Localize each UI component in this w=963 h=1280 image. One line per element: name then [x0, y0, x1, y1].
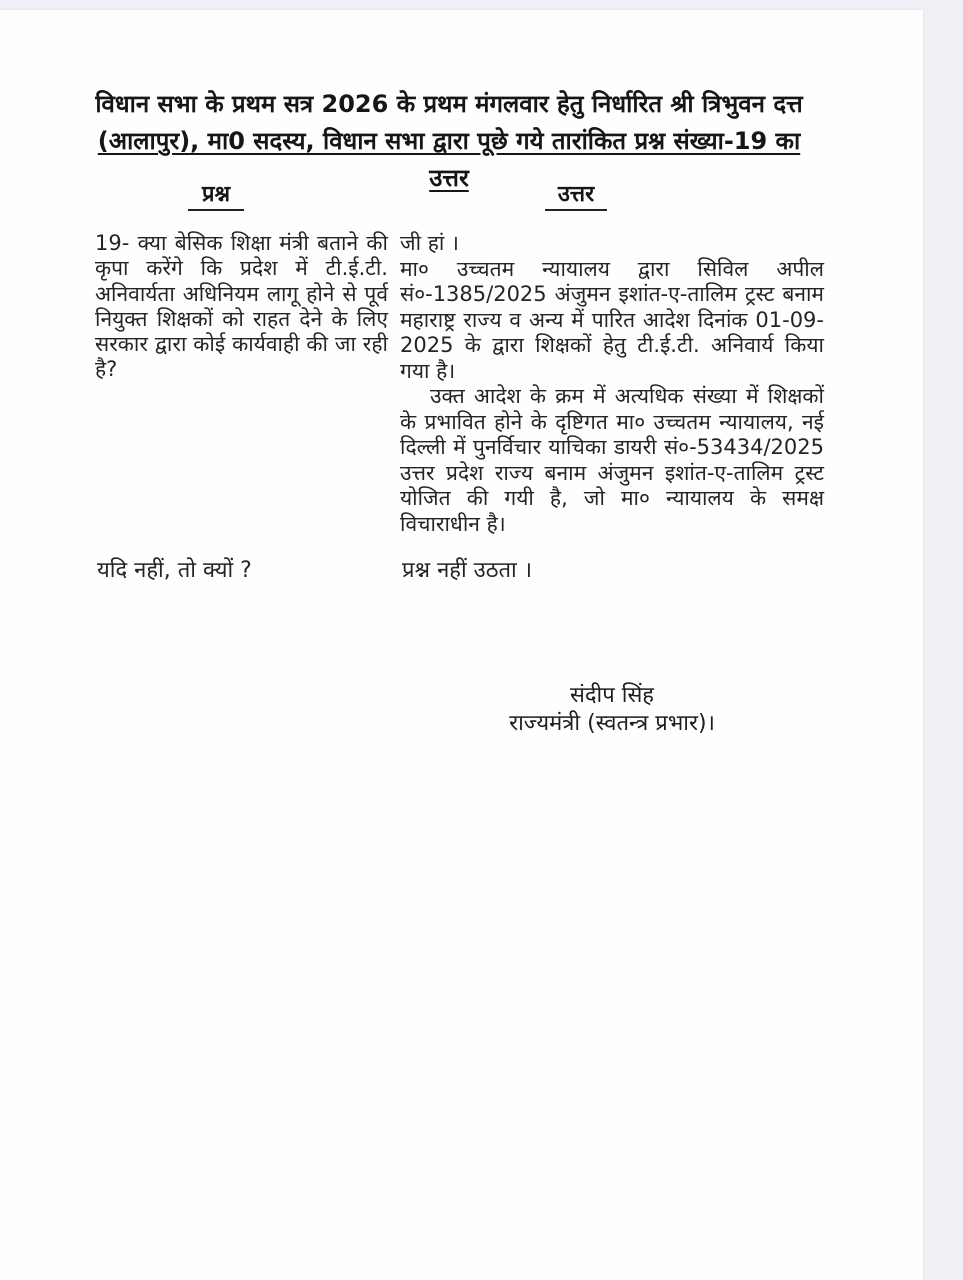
answer-paragraph-1: मा० उच्चतम न्यायालय द्वारा सिविल अपील सं०-1385/2025 अंजुमन इशांत-ए-तालिम ट्रस्ट बनाम महाराष्ट्र राज्य व अन्य में पारित आदेश दिनांक 01-09-2025 के द्वारा शिक्षकों हेतु टी.ई.टी. अनिवार्य किया गया है।: [400, 256, 824, 383]
question-column-header: प्रश्न: [188, 178, 244, 211]
answer-followup: प्रश्न नहीं उठता ।: [402, 558, 533, 583]
answer-column-header: उत्तर: [545, 178, 607, 211]
question-text: 19- क्या बेसिक शिक्षा मंत्री बताने की कृपा करेंगे कि प्रदेश में टी.ई.टी. अनिवार्यता अधिनियम लागू होने से पूर्व नियुक्त शिक्षकों को राहत देने के लिए सरकार द्वारा कोई कार्यवाही की जा रही है?: [95, 231, 388, 382]
answer-acknowledgement: जी हां ।: [400, 231, 459, 255]
viewer-background-top: [0, 0, 963, 10]
signatory-name: संदीप सिंह: [570, 683, 654, 708]
viewer-background-right: [923, 0, 963, 1280]
signatory-designation: राज्यमंत्री (स्वतन्त्र प्रभार)।: [509, 711, 715, 736]
document-page: [0, 10, 923, 1280]
document-title-line1: विधान सभा के प्रथम सत्र 2026 के प्रथम मंगलवार हेतु निर्धारित श्री त्रिभुवन दत्त: [95, 90, 803, 118]
answer-column: [400, 231, 824, 537]
signature-block: [400, 682, 824, 738]
answer-paragraph-2: उक्त आदेश के क्रम में अत्यधिक संख्या में शिक्षकों के प्रभावित होने के दृष्टिगत मा० उच्चतम न्यायालय, नई दिल्ली में पुनर्विचार याचिका डायरी सं०-53434/2025 उत्तर प्रदेश राज्य बनाम अंजुमन इशांत-ए-तालिम ट्रस्ट योजित की गयी है, जो मा० न्यायालय के समक्ष विचाराधीन है।: [400, 384, 824, 536]
question-followup: यदि नहीं, तो क्यों ?: [97, 558, 252, 583]
document-title-line2: (आलापुर), मा0 सदस्य, विधान सभा द्वारा पूछे गये तारांकित प्रश्न संख्या-19 का उत्तर: [97, 127, 801, 192]
question-column: [95, 231, 388, 383]
